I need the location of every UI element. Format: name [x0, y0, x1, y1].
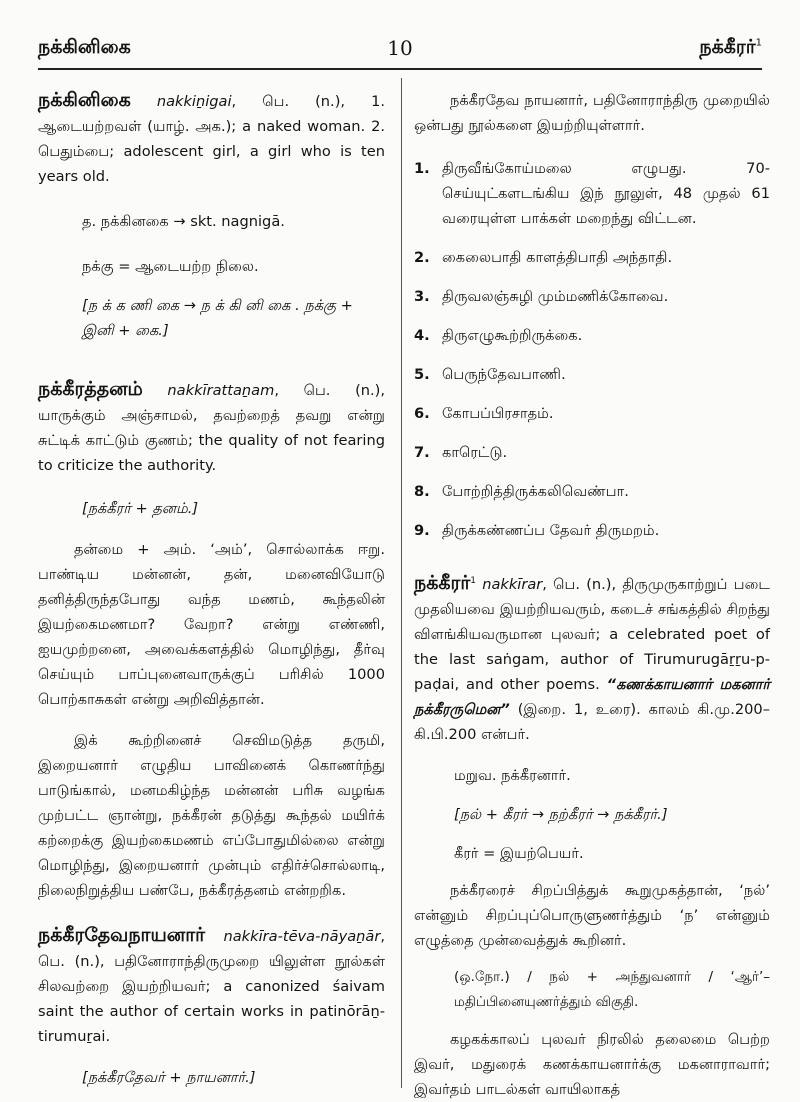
list-number: 3. [414, 288, 430, 305]
definition: , பெ. (n.), திருமுருகாற்றுப் படை முதலியவை இயற்றியவரும், கடைச் சங்கத்தில் சிறந்து விளங்கியவருமான புலவர்; a celebrated poet of the last saṅgam, author of Tirumurugāṟṟu-p-paḍai, and other poems. [414, 575, 770, 693]
list-item [414, 284, 770, 309]
entry-nakkirar [414, 569, 770, 1102]
definition: யாருக்கும் அஞ்சாமல், தவற்றைத் தவறு என்று சுட்டிக் காட்டும் குணம்; the quality of not fearing to criticize the authority. [38, 407, 385, 474]
definition: , பெ. (n.), பதினோராந்திருமுறை யிலுள்ள நூல்கள் சிலவற்றை இயற்றியவர்; a canonized śaivam saint the author of certain works in patinōrāṉ-tirumuṟai. [38, 928, 385, 1045]
page-number: 10 [387, 36, 413, 60]
works-list [414, 156, 770, 543]
paragraph: தன்மை + அம். ‘அம்’, சொல்லாக்க ஈறு. பாண்டிய மன்னன், தன், மனைவியோடு தனித்திருந்தபோது வந்த மணம், கூந்தலின் இயற்கைமணமா? வேறா? என்று எண்ணி, ஐயமுற்றனை, அவைக்களத்தில் மொழிந்து, தீர்வு செய்யும் பாப்புனைவாருக்குப் பரிசில் 1000 பொற்காசுகள் என்று அறிவித்தான். [38, 541, 385, 708]
list-text: காரெட்டு. [442, 444, 508, 461]
gloss-note: கீரர் = இயற்பெயர். [454, 844, 584, 862]
paragraph: கழகக்காலப் புலவர் நிரலில் தலைமை பெற்ற இவர், மதுரைக் கணக்காயனார்க்கு மகனாராவார்; இவர்தம் பாடல்கள் வாயிலாகத் [414, 1030, 770, 1098]
list-text: போற்றித்திருக்கலிவெண்பா. [442, 483, 629, 500]
part-of-speech: , பெ. (n.), [274, 382, 385, 399]
list-text: திருவலஞ்சுழி மும்மணிக்கோவை. [442, 288, 669, 305]
headword: நக்கீரர் [414, 571, 471, 594]
quotation: “கணக்காயனார் மகனார் நக்கீரருமென” [414, 675, 771, 718]
part-of-speech: , பெ. (n.), [231, 93, 346, 110]
headword-sup: 1 [470, 576, 476, 586]
list-number: 9. [414, 522, 430, 539]
cognate-note: த. நக்கினகை → skt. nagnigā. [82, 213, 285, 230]
header-right-guideword [699, 36, 762, 61]
list-item [414, 156, 770, 231]
etymology: [ந க் க ணி கை → ந க் கி னி கை . நக்கு + இனி + கை.] [82, 297, 353, 339]
list-number: 8. [414, 483, 430, 500]
paragraph: இக் கூற்றினைச் செவிமடுத்த தருமி, இறையனார் எழுதிய பாவினைக் கொணர்ந்து பாடுங்கால், மனமகிழ்ந்த மன்னன் பரிசு வழங்க முற்பட்ட ஞான்று, நக்கீரன் தடுத்து கூந்தல் மயிர்க் கற்றைக்கு இயற்கைமணம் எப்போதுமில்லை என்று மொழிந்து, இறையனார் முன்பும் எதிர்ச்சொல்லாடி, நிலைநிறுத்திய பண்பே, நக்கீரத்தனம் என்றறிக. [38, 732, 385, 899]
list-item [414, 323, 770, 348]
gloss-note: நக்கு = ஆடையற்ற நிலை. [82, 258, 259, 275]
transliteration: nakkiṉigai [156, 93, 232, 110]
headword: நக்கினிகை [38, 89, 131, 111]
variant-note: மறுவ. நக்கீரனார். [454, 766, 571, 784]
entry-first-line [38, 377, 385, 478]
intro-paragraph: நக்கீரதேவ நாயனார், பதினோராந்திரு முறையில் ஒன்பது நூல்களை இயற்றியுள்ளார். [414, 92, 770, 134]
comparison-note: (ஒ.நோ.) / நல் + அந்துவனார் / ‘ஆர்’– மதிப்பினையுணர்த்தும் விகுதி. [454, 968, 770, 1010]
list-text: திருஎழுகூற்றிருக்கை. [442, 327, 583, 344]
transliteration: nakkīrar [482, 575, 543, 593]
list-text: பெருந்தேவபாணி. [442, 366, 566, 383]
column-divider [401, 78, 402, 1088]
etymology: [நல் + கீரர் → நற்கீரர் → நக்கீரர்.] [454, 805, 668, 823]
page-header [38, 30, 762, 70]
headword: நக்கீரத்தனம் [38, 378, 143, 400]
list-number: 5. [414, 366, 430, 383]
list-item [414, 245, 770, 270]
list-text: கோபப்பிரசாதம். [442, 405, 554, 422]
list-text: திருக்கண்ணப்ப தேவர் திருமறம். [442, 522, 660, 539]
transliteration: nakkīra-tēva-nāyaṉār [223, 928, 381, 945]
headword: நக்கீரதேவநாயனார் [38, 924, 206, 946]
entry-nakkira-teva-nayanar [38, 923, 385, 1090]
etymology: [நக்கீரதேவர் + நாயனார்.] [82, 1069, 256, 1086]
entry-first-line [38, 88, 385, 189]
header-right-text: நக்கீரர் [699, 36, 756, 58]
list-text: கைலைபாதி காளத்திபாதி அந்தாதி. [442, 249, 673, 266]
header-rule [38, 68, 762, 70]
right-column [414, 88, 770, 1102]
list-number: 2. [414, 249, 430, 266]
list-item [414, 401, 770, 426]
transliteration: nakkīrattaṉam [167, 382, 275, 399]
list-item [414, 479, 770, 504]
list-number: 1. [414, 160, 430, 177]
list-number: 6. [414, 405, 430, 422]
definition: 1. ஆடையற்றவள் (யாழ். அக.); a naked woman. 2. பெதும்பை; adolescent girl, a girl who is ten years old. [38, 93, 386, 185]
list-item [414, 440, 770, 465]
entry-first-line [414, 569, 770, 747]
list-text: திருவீங்கோய்மலை எழுபது. 70- செய்யுட்களடங்கிய இந் நூலுள், 48 முதல் 61 வரையுள்ள பாக்கள் மறைந்து விட்டன. [442, 160, 770, 227]
list-number: 4. [414, 327, 430, 344]
entry-nakkirattanam [38, 377, 385, 903]
entry-first-line [38, 923, 385, 1049]
quotation-source: (இறை. 1, உரை). காலம் கி.மு.200–கி.பி.200 என்பர். [414, 700, 770, 743]
list-number: 7. [414, 444, 430, 461]
etymology: [நக்கீரர் + தனம்.] [82, 500, 199, 517]
header-left-guideword: நக்கினிகை [38, 36, 131, 58]
paragraph: நக்கீரரைச் சிறப்பித்துக் கூறுமுகத்தான், ‘நல்’ என்னும் சிறப்புப்பொருளுணர்த்தும் ‘ந’ என்னும் எழுத்தை முன்வைத்துக் கூறினர். [414, 881, 770, 949]
header-right-sup: 1 [755, 37, 762, 49]
left-column [38, 88, 385, 1090]
entry-nakkinigai [38, 88, 385, 343]
list-item [414, 362, 770, 387]
list-item [414, 518, 770, 543]
